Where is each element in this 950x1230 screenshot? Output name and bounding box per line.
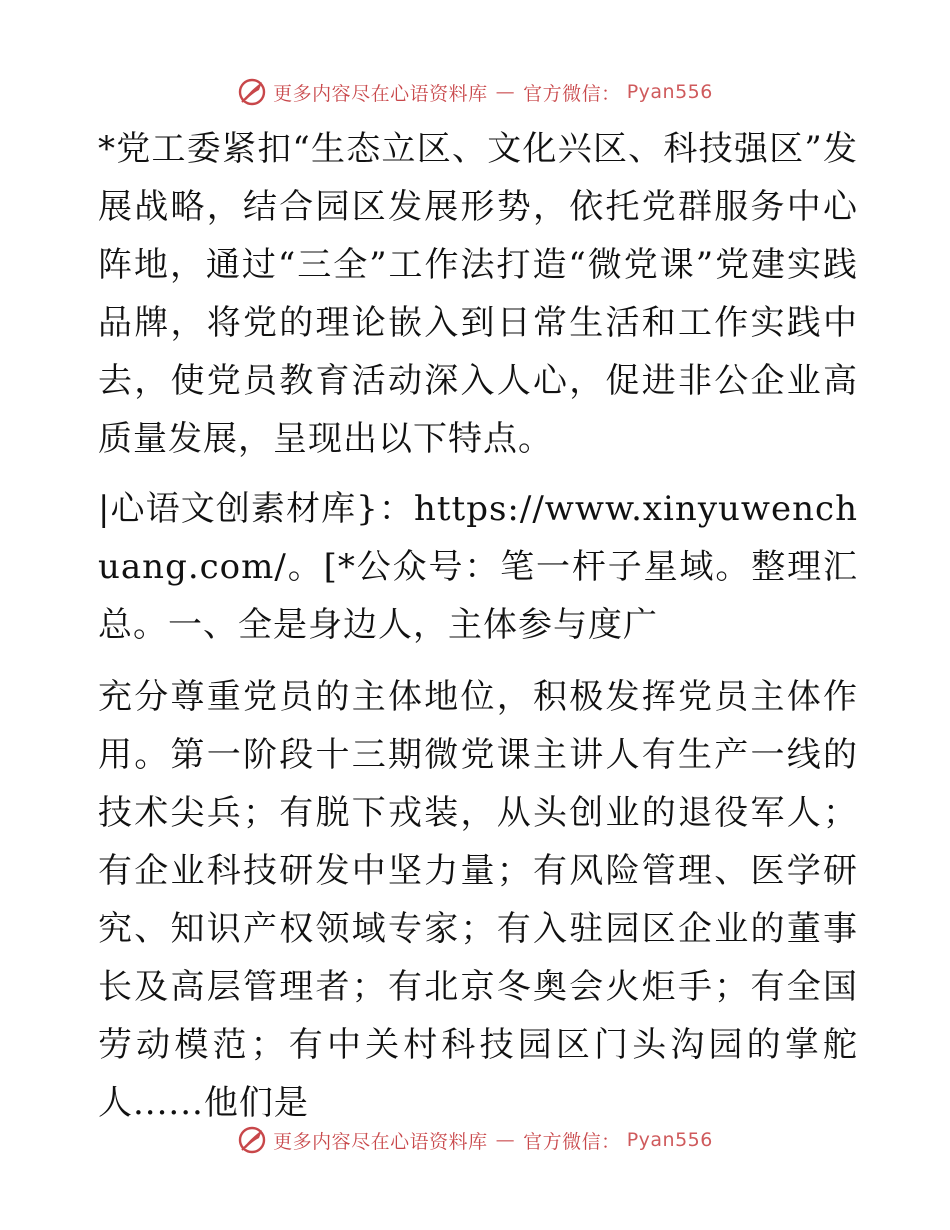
watermark-suffix: 官方微信： <box>523 1130 621 1153</box>
footer-watermark <box>0 1120 950 1160</box>
watermark-separator: — <box>495 81 516 103</box>
header-watermark <box>0 72 950 112</box>
watermark-text: 更多内容尽在心语资料库 <box>273 1130 488 1153</box>
quill-ink-icon <box>237 1125 267 1155</box>
watermark-separator: — <box>495 1129 516 1151</box>
paragraph-intro: *党工委紧扣“生态立区、文化兴区、科技强区”发展战略，结合园区发展形势，依托党群服务中心阵地，通过“三全”工作法打造“微党课”党建实践品牌，将党的理论嵌入到日常生活和工作实践中去，使党员教育活动深入人心，促进非公企业高质量发展，呈现出以下特点。 <box>98 129 858 459</box>
watermark-wechat-id: Pyan556 <box>626 81 713 103</box>
document-body <box>98 120 858 1132</box>
watermark-suffix: 官方微信： <box>523 82 621 105</box>
paragraph-source-note: |心语文创素材库}：https://www.xinyuwenchuang.com/。[*公众号：笔一杆子星域。整理汇总。一、全是身边人，主体参与度广 <box>98 489 858 645</box>
watermark-text: 更多内容尽在心语资料库 <box>273 82 488 105</box>
watermark-wechat-id: Pyan556 <box>626 1129 713 1151</box>
paragraph-section-one: 充分尊重党员的主体地位，积极发挥党员主体作用。第一阶段十三期微党课主讲人有生产一线的技术尖兵；有脱下戎装，从头创业的退役军人；有企业科技研发中坚力量；有风险管理、医学研究、知识产权领域专家；有入驻园区企业的董事长及高层管理者；有北京冬奥会火炬手；有全国劳动模范；有中关村科技园区门头沟园的掌舵人......他们是 <box>98 677 858 1123</box>
quill-ink-icon <box>237 77 267 107</box>
